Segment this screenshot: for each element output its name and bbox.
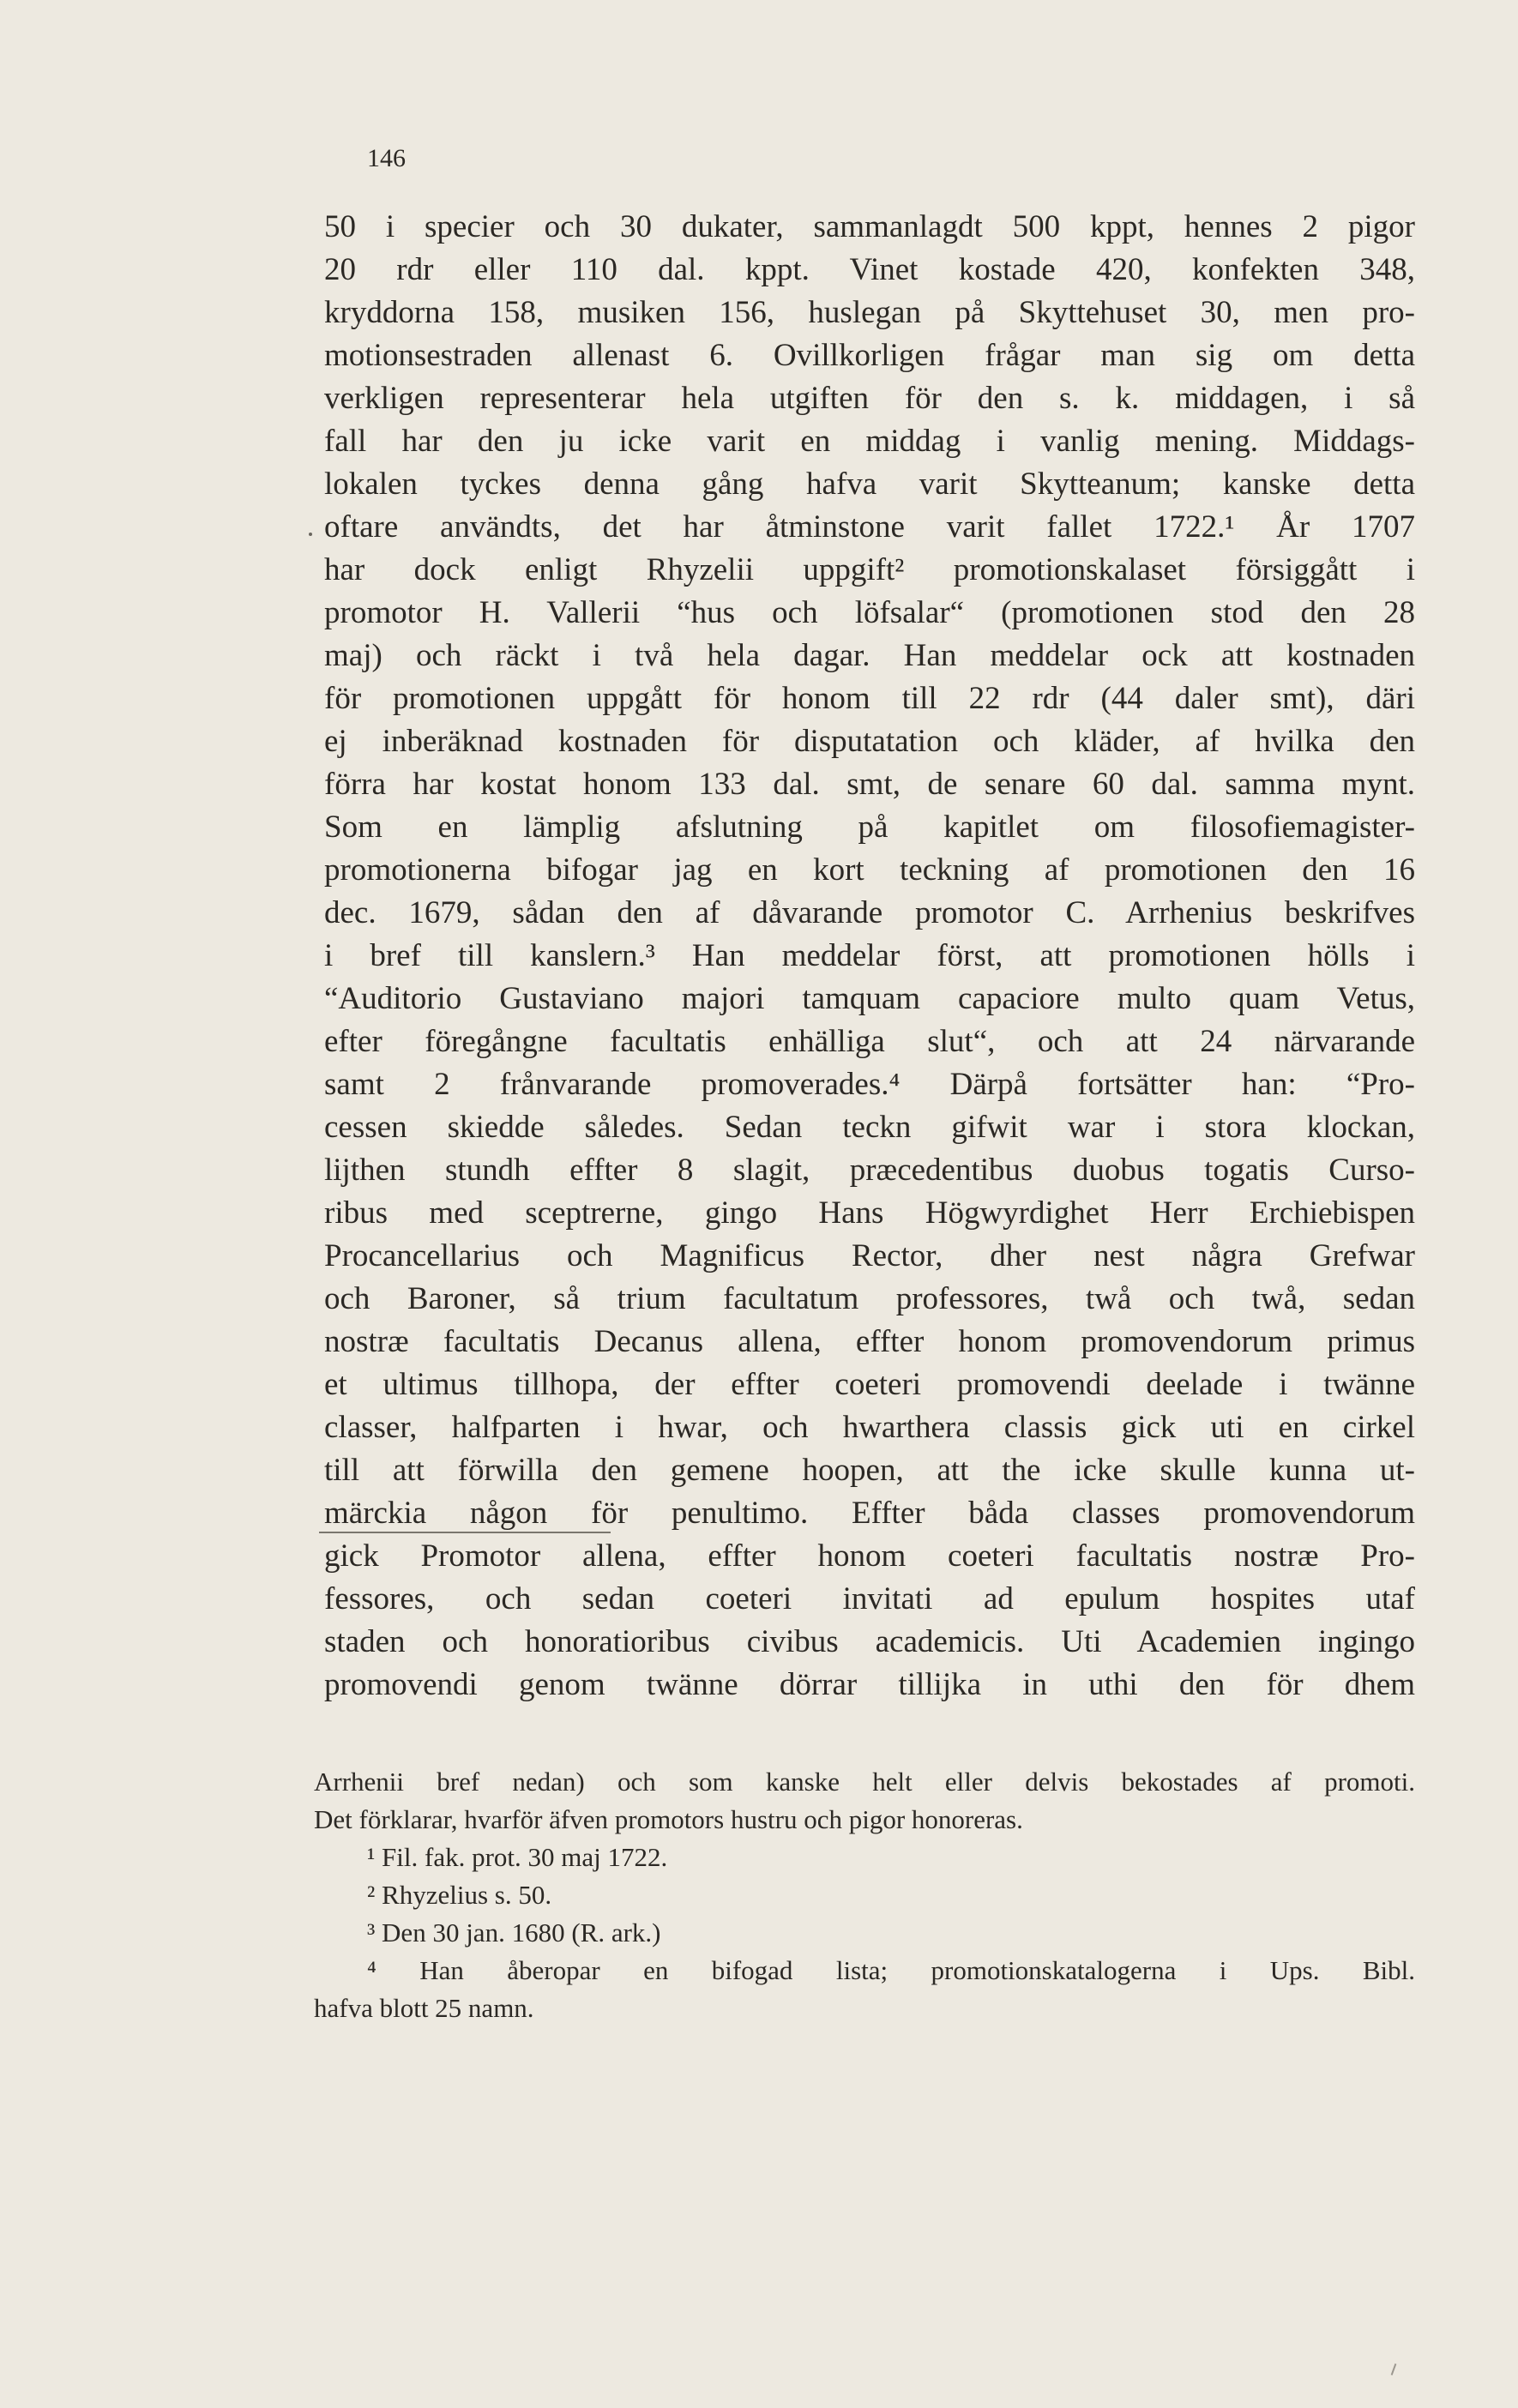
text-line: lokalen tyckes denna gång hafva varit Skytteanum; kanske detta [324, 467, 1415, 502]
footnotes [314, 1763, 1415, 2027]
text-line: promotionerna bifogar jag en kort teckning af promotionen den 16 [324, 852, 1415, 888]
footnote-line: hafva blott 25 namn. [314, 1993, 534, 2023]
text-line: staden och honoratioribus civibus academicis. Uti Academien ingingo [324, 1624, 1415, 1659]
text-line: oftare användts, det har åtminstone varit fallet 1722.¹ År 1707 [324, 509, 1415, 545]
text-line: för promotionen uppgått för honom till 22 rdr (44 daler smt), däri [324, 681, 1415, 716]
text-line: promotor H. Vallerii “hus och löfsalar“ (promotionen stod den 28 [324, 595, 1415, 630]
footnote-3: ³ Den 30 jan. 1680 (R. ark.) [367, 1917, 661, 1947]
stray-mark [1391, 2363, 1397, 2375]
footnote-line: Det förklarar, hvarför äfven promotors hustru och pigor honoreras. [314, 1804, 1023, 1834]
footnote-4: ⁴ Han åberopar en bifogad lista; promotionskatalogerna i Ups. Bibl. [367, 1955, 1415, 1985]
text-line: efter föregångne facultatis enhälliga slut“, och att 24 närvarande [324, 1024, 1415, 1059]
text-line: promovendi genom twänne dörrar tillijka in uthi den för dhem [324, 1667, 1415, 1702]
text-line: motionsestraden allenast 6. Ovillkorligen frågar man sig om detta [324, 338, 1415, 373]
text-line: Som en lämplig afslutning på kapitlet om filosofiemagister- [324, 810, 1415, 845]
text-line: samt 2 frånvarande promoverades.⁴ Därpå fortsätter han: “Pro- [324, 1067, 1415, 1102]
text-line: 20 rdr eller 110 dal. kppt. Vinet kostade 420, konfekten 348, [324, 252, 1415, 287]
margin-mark [309, 533, 312, 536]
text-line: och Baroner, så trium facultatum professores, twå och twå, sedan [324, 1281, 1415, 1316]
text-line: ej inberäknad kostnaden för disputatation och kläder, af hvilka den [324, 724, 1415, 759]
text-line: kryddorna 158, musiken 156, huslegan på Skyttehuset 30, men pro- [324, 295, 1415, 330]
text-line: maj) och räckt i två hela dagar. Han meddelar ock att kostnaden [324, 638, 1415, 673]
text-line: ribus med sceptrerne, gingo Hans Högwyrdighet Herr Erchiebispen [324, 1195, 1415, 1231]
footnote-1: ¹ Fil. fak. prot. 30 maj 1722. [367, 1842, 668, 1872]
text-line: et ultimus tillhopa, der effter coeteri promovendi deelade i twänne [324, 1367, 1415, 1402]
footnote-divider [319, 1532, 611, 1533]
text-line: nostræ facultatis Decanus allena, effter honom promovendorum primus [324, 1324, 1415, 1359]
text-line: fall har den ju icke varit en middag i vanlig mening. Middags- [324, 424, 1415, 459]
text-line: i bref till kanslern.³ Han meddelar först, att promotionen hölls i [324, 938, 1415, 973]
text-line: till att förwilla den gemene hoopen, att the icke skulle kunna ut- [324, 1453, 1415, 1488]
text-line: gick Promotor allena, effter honom coeteri facultatis nostræ Pro- [324, 1538, 1415, 1574]
text-line: cessen skiedde således. Sedan teckn gifwit war i stora klockan, [324, 1110, 1415, 1145]
text-line: verkligen representerar hela utgiften för den s. k. middagen, i så [324, 381, 1415, 416]
text-line: Procancellarius och Magnificus Rector, dher nest några Grefwar [324, 1238, 1415, 1273]
body-text [324, 206, 1415, 1707]
text-line: 50 i specier och 30 dukater, sammanlagdt 500 kppt, hennes 2 pigor [324, 209, 1415, 244]
text-line: classer, halfparten i hwar, och hwarthera classis gick uti en cirkel [324, 1410, 1415, 1445]
page-number: 146 [367, 144, 406, 172]
footnote-2: ² Rhyzelius s. 50. [367, 1880, 552, 1910]
text-line: märckia någon för penultimo. Effter båda classes promovendorum [324, 1496, 1415, 1531]
text-line: lijthen stundh effter 8 slagit, præcedentibus duobus togatis Curso- [324, 1153, 1415, 1188]
text-line: dec. 1679, sådan den af dåvarande promotor C. Arrhenius beskrifves [324, 895, 1415, 930]
text-line: har dock enligt Rhyzelii uppgift² promotionskalaset försiggått i [324, 552, 1415, 587]
footnote-line: Arrhenii bref nedan) och som kanske helt eller delvis bekostades af promoti. [314, 1767, 1415, 1797]
text-line: fessores, och sedan coeteri invitati ad epulum hospites utaf [324, 1581, 1415, 1616]
text-line: “Auditorio Gustaviano majori tamquam capaciore multo quam Vetus, [324, 981, 1415, 1016]
text-line: förra har kostat honom 133 dal. smt, de senare 60 dal. samma mynt. [324, 767, 1415, 802]
